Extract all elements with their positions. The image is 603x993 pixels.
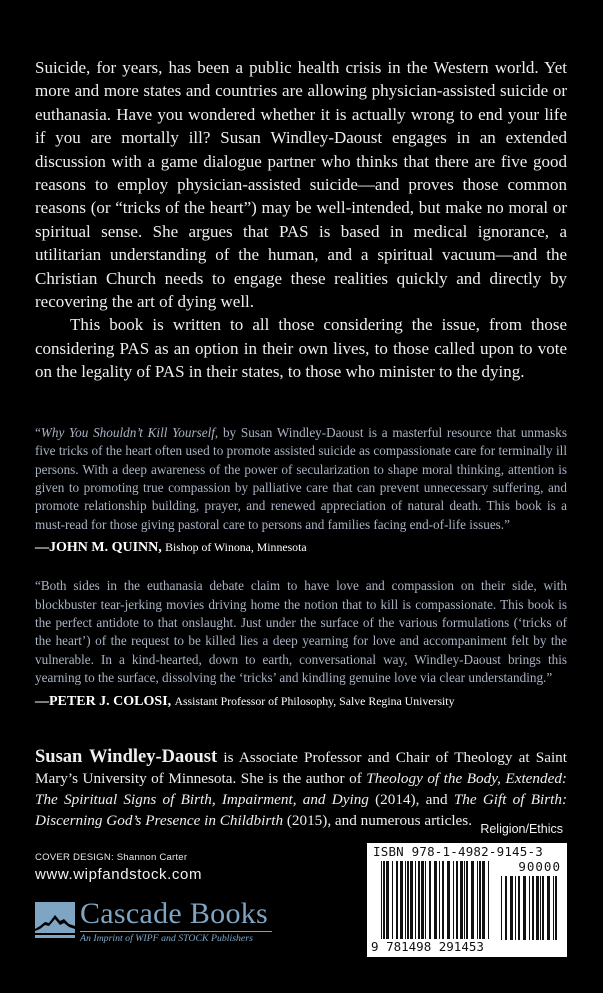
barcode-bar: [518, 876, 520, 940]
barcode-bar: [418, 861, 420, 939]
mountain-logo-icon: [35, 902, 75, 941]
barcode-bar: [529, 876, 530, 940]
barcode-bar: [453, 861, 454, 939]
barcode-bar: [542, 876, 544, 940]
barcode-bar: [482, 861, 485, 939]
barcode-bar: [479, 861, 481, 939]
endorser-role: Assistant Professor of Philosophy, Salve Regina University: [174, 693, 455, 708]
barcode-bar: [386, 861, 389, 939]
description-paragraph: Suicide, for years, has been a public health crisis in the Western world. Yet more and more states and countries are allowing physician-assisted suicide or euthanasia. Have you wondered whether it is actually wrong to end your life if you are mortally ill? Susan Windley-Daoust engages in an extended discussion with a game dialogue partner who thinks that there are five good reasons to employ physician-assisted suicide—and proves those common reasons (or “tricks of the heart”) may be well-intended, but make no moral or spiritual sense. She argues that PAS is based in medical ignorance, a utilitarian understanding of the human, and a spiritual vacuum—and the Christian Church needs to engage these realities quickly and directly by recovering the art of dying well.: [35, 58, 567, 312]
author-bio: Susan Windley-Daoust is Associate Professor and Chair of Theology at Saint Mary’s University of Minnesota. She is the author of Theology of the Body, Extended: The Spiritual Signs of Birth, Impairment, and Dying (2014), and The Gift of Birth: Discerning God’s Presence in Childbirth (2015), and numerous articles.: [35, 746, 568, 829]
barcode-bar: [405, 861, 406, 939]
barcode-bar: [439, 861, 440, 939]
barcode-bar: [410, 861, 413, 939]
barcode-bar: [383, 861, 385, 939]
back-cover-text: [35, 56, 567, 831]
cover-design-credit: COVER DESIGN: Shannon Carter: [35, 852, 188, 863]
endorsement: [35, 424, 567, 557]
endorser-name: —PETER J. COLOSI,: [35, 693, 172, 709]
barcode-bar: [460, 861, 463, 939]
barcode-bar: [532, 876, 534, 940]
endorsement-attribution: [35, 537, 567, 557]
barcode-addon-bars: [501, 876, 559, 940]
barcode-bar: [471, 861, 474, 939]
book-description: [35, 56, 567, 384]
barcode-bar: [434, 861, 437, 939]
logo-divider: [80, 931, 272, 932]
barcode-bar: [501, 876, 502, 940]
publisher-logo: [35, 897, 275, 948]
barcode-bar: [505, 876, 507, 940]
barcode-bar: [442, 861, 444, 939]
endorsement-attribution: [35, 691, 567, 711]
barcode-bar: [547, 876, 550, 940]
barcode-bar: [407, 861, 409, 939]
book-title: The Gift of Birth: Discerning God’s Presence in Childbirth: [35, 790, 568, 829]
category-label: Religion/Ethics: [480, 822, 563, 836]
publisher-tagline: An Imprint of WIPF and STOCK Publishers: [80, 933, 253, 944]
isbn-barcode: [367, 843, 567, 957]
endorsement-quote: “Why You Shouldn’t Kill Yourself, by Susan Windley-Daoust is a masterful resource that unmasks five tricks of the heart often used to promote assisted suicide as compassionate care for terminally ill persons. With a deep awareness of the power of secularization to shape moral thinking, attention is given to promoting true compassion by palliative care that can prevent unnecessary suffering, and promote relationship building, prayer, and renewed appreciation of natural death. This book is a must-read for those giving pastoral care to persons and families facing end-of-life issues.”: [35, 424, 567, 532]
barcode-bar: [515, 876, 516, 940]
price-code: 90000: [518, 859, 561, 874]
endorser-name: —JOHN M. QUINN,: [35, 540, 162, 556]
barcode-bar: [488, 861, 489, 939]
book-title: Theology of the Body, Extended: The Spiritual Signs of Birth, Impairment, and Dying: [35, 769, 567, 808]
barcode-bar: [510, 876, 513, 940]
barcode-bar: [477, 861, 478, 939]
barcode-bars: [381, 861, 493, 939]
barcode-bar: [553, 876, 554, 940]
book-title: Why You Shouldn’t Kill Yourself: [40, 424, 215, 440]
barcode-bar: [555, 876, 557, 940]
publisher-name: Cascade Books: [80, 897, 269, 930]
barcode-bar: [466, 861, 468, 939]
author-name: Susan Windley-Daoust: [35, 746, 218, 767]
isbn-number: ISBN 978-1-4982-9145-3: [373, 844, 543, 859]
barcode-bar: [392, 861, 393, 939]
barcode-bar: [421, 861, 424, 939]
barcode-bar: [540, 876, 541, 940]
barcode-bar: [456, 861, 458, 939]
publisher-website: www.wipfandstock.com: [35, 866, 203, 883]
barcode-bar: [447, 861, 450, 939]
barcode-bar: [429, 861, 431, 939]
barcode-bar: [425, 861, 426, 939]
barcode-bar: [464, 861, 465, 939]
endorser-role: Bishop of Winona, Minnesota: [165, 540, 307, 555]
barcode-bar: [523, 876, 526, 940]
endorsement-quote: “Both sides in the euthanasia debate claim to have love and compassion on their side, with blockbuster tear-jerking movies driving home the notion that to kill is compassionate. This book is the perfect antidote to that onslaught. Just under the surface of the various formulations (‘tricks of the heart’) of the request to be killed lies a deep yearning for love and accompaniment felt by the vulnerable. In a kind-hearted, down to earth, conversational way, Windley-Daoust brings this yearning to the surface, dissolving the ‘tricks’ and kindling genuine love via clear understanding.”: [35, 578, 567, 686]
description-paragraph: This book is written to all those considering the issue, from those considering PAS as an option in their own lives, to those called upon to vote on the legality of PAS in their states, to those who minister to the dying.: [35, 315, 567, 382]
endorsement: [35, 577, 567, 710]
barcode-bar: [536, 876, 539, 940]
ean-digits: 9 781498 291453: [371, 939, 484, 954]
barcode-bar: [396, 861, 398, 939]
barcode-bar: [415, 861, 416, 939]
barcode-bar: [400, 861, 403, 939]
barcode-bar: [381, 861, 382, 939]
